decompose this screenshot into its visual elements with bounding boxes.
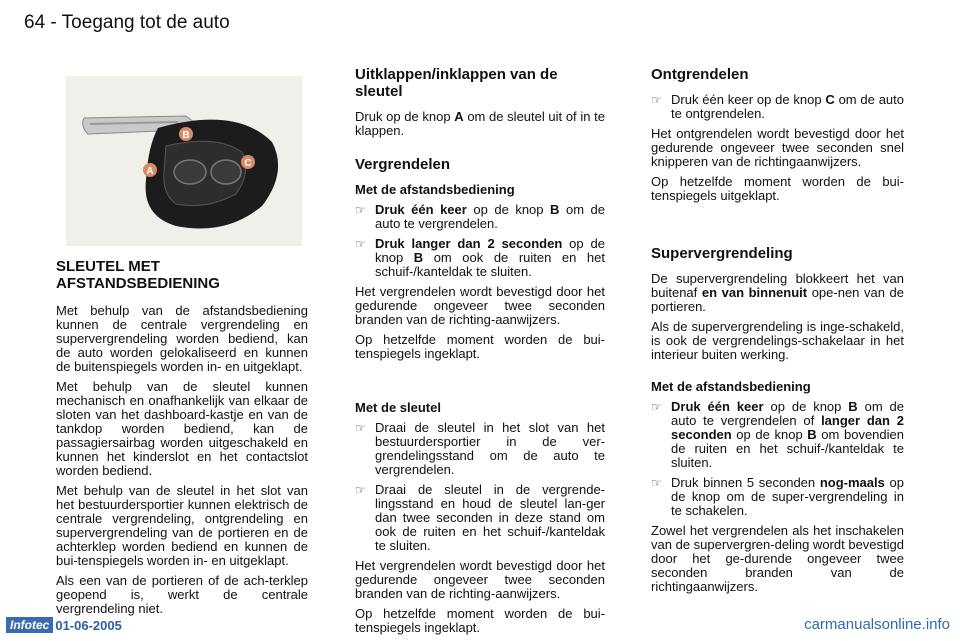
remote-key-svg <box>66 76 302 246</box>
hand-pointer-icon: ☞ <box>651 476 662 490</box>
column-unlock-super <box>651 66 904 600</box>
bullet-item: ☞ Druk één keer op de knop B om de auto te vergrendelen. <box>355 202 606 231</box>
paragraph: De supervergrendeling blokkeert het van buitenaf en van binnenuit ope-nen van de portieren. <box>651 271 905 314</box>
section-heading-key: SLEUTEL MET AFSTANDSBEDIENING <box>56 258 220 292</box>
svg-text:B: B <box>182 130 190 141</box>
paragraph: Op hetzelfde moment worden de bui-tenspiegels uitgeklapt. <box>651 174 904 203</box>
remote-key-illustration <box>66 76 302 246</box>
section-heading-super: Supervergrendeling <box>651 245 793 262</box>
button-unlock <box>211 160 241 184</box>
subheading-remote: Met de afstandsbediening <box>651 379 811 394</box>
bullet-item: ☞ Druk één keer op de knop C om de auto te ontgrendelen. <box>651 92 905 121</box>
paragraph: Op hetzelfde moment worden de bui-tenspiegels ingeklapt. <box>355 606 605 635</box>
bullet-item: ☞ Druk één keer op de knop B om de auto te vergrendelen of langer dan 2 seconden op de knop B om bovendien de ruiten en het schuif-/kanteldak te sluiten. <box>651 399 905 470</box>
footer-date: 01-06-2005 <box>55 617 122 633</box>
infotec-logo: Infotec <box>6 617 53 633</box>
column-key-intro <box>56 258 308 622</box>
footer <box>6 617 122 633</box>
section-heading-lock: Vergrendelen <box>355 156 451 173</box>
page-number: 64 <box>24 12 46 33</box>
hand-pointer-icon: ☞ <box>355 203 366 217</box>
page-title: - Toegang tot de auto <box>45 12 230 33</box>
subheading-key: Met de sleutel <box>355 400 441 415</box>
paragraph: Het vergrendelen wordt bevestigd door het gedurende ongeveer twee seconden branden van de richting-aanwijzers. <box>355 284 605 327</box>
paragraph: Als de supervergrendeling is inge-schakeld, is ook de vergrendelings-schakelaar in het interieur buiten werking. <box>651 319 904 362</box>
section-heading-unlock: Ontgrendelen <box>651 66 749 83</box>
svg-text:C: C <box>244 158 252 169</box>
hand-pointer-icon: ☞ <box>355 483 366 497</box>
section-heading-fold: Uitklappen/inklappen van de sleutel <box>355 66 558 100</box>
bullet-item: ☞ Druk binnen 5 seconden nog-maals op de knop om de super-vergrendeling in te schakelen. <box>651 475 905 518</box>
svg-text:A: A <box>146 166 154 177</box>
column-fold-lock <box>355 66 605 641</box>
page-header <box>24 12 230 34</box>
button-lock <box>174 160 206 184</box>
bullet-item: ☞ Druk langer dan 2 seconden op de knop B om ook de ruiten en het schuif-/kanteldak te sluiten. <box>355 236 605 279</box>
paragraph: Met behulp van de sleutel kunnen mechanisch en onafhankelijk van elkaar de sloten van het dashboard-kastje en van de tankdop worden bediend, kan de passagiersairbag worden uitgeschakeld en kunnen het kinderslot en het contactslot worden bediend. <box>56 379 308 478</box>
hand-pointer-icon: ☞ <box>355 237 366 251</box>
paragraph: Als een van de portieren of de ach-terklep geopend is, werkt de centrale vergrendeling niet. <box>56 573 308 616</box>
watermark: carmanualsonline.info <box>804 616 950 633</box>
bullet-item: ☞ Draai de sleutel in het slot van het bestuurdersportier in de ver-grendelingsstand om de auto te vergrendelen. <box>355 420 605 477</box>
paragraph: Het vergrendelen wordt bevestigd door het gedurende ongeveer twee seconden branden van de richting-aanwijzers. <box>355 558 605 601</box>
paragraph: Met behulp van de afstandsbediening kunnen de centrale vergrendeling en supervergrendeling worden bediend, kan de auto worden gelokaliseerd en kunnen de buitenspiegels worden in- en uitgeklapt. <box>56 303 308 374</box>
paragraph-fold: Druk op de knop A om de sleutel uit of in te klappen. <box>355 109 605 138</box>
subheading-remote: Met de afstandsbediening <box>355 182 515 197</box>
bullet-item: ☞ Draai de sleutel in de vergrende-lingsstand en houd de sleutel lan-ger dan twee seconden in deze stand om ook de ruiten en het schuif-/kanteldak te sluiten. <box>355 482 605 553</box>
paragraph: Het ontgrendelen wordt bevestigd door het gedurende ongeveer twee seconden snel knipperen van de richtingaanwijzers. <box>651 126 904 169</box>
paragraph: Op hetzelfde moment worden de bui-tenspiegels ingeklapt. <box>355 332 605 361</box>
hand-pointer-icon: ☞ <box>651 400 662 414</box>
paragraph: Zowel het vergrendelen als het inschakelen van de supervergren-deling wordt bevestigd door het ge-durende ongeveer twee seconden branden van de richtingaanwijzers. <box>651 523 904 594</box>
hand-pointer-icon: ☞ <box>651 93 662 107</box>
paragraph: Met behulp van de sleutel in het slot van het bestuurdersportier kunnen elektrisch de centrale vergrendeling, ontgrendeling en supervergrendeling van de portieren en de achterklep worden bediend en kunnen de bui-tenspiegels worden in- en uitgeklapt. <box>56 483 308 568</box>
hand-pointer-icon: ☞ <box>355 421 366 435</box>
